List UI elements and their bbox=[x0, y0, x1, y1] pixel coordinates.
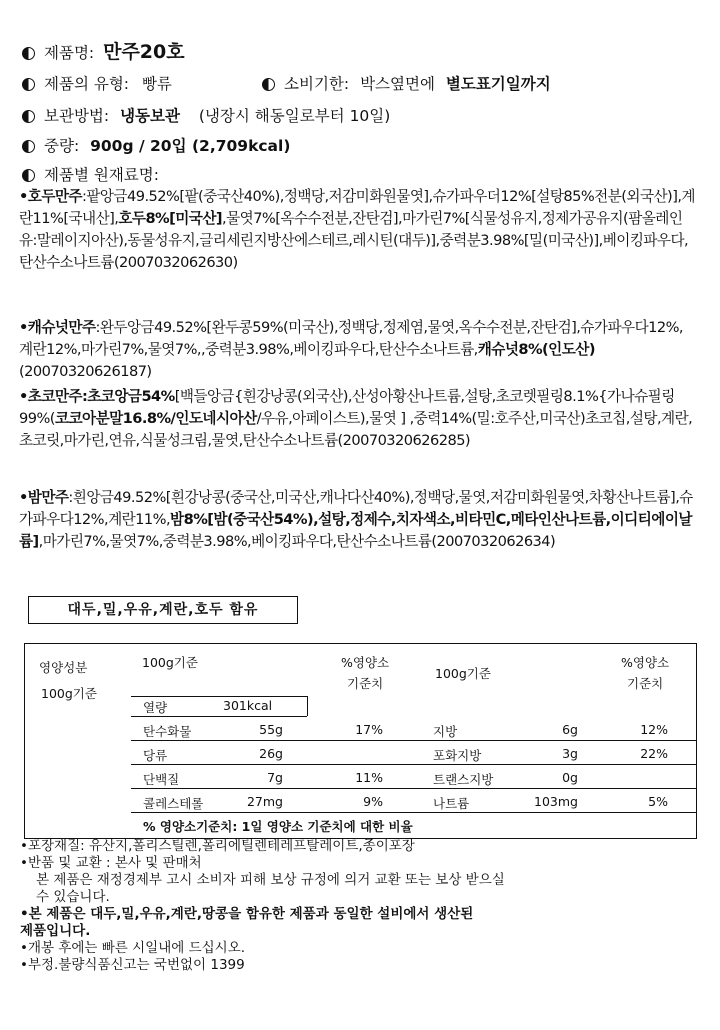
report-text: •부정.불량식품신고는 국번없이 1399 bbox=[20, 957, 245, 973]
ingredients-heading-line bbox=[22, 163, 159, 185]
ingredients-walnut bbox=[19, 186, 695, 274]
half-circle-bullet-icon bbox=[22, 140, 35, 153]
exchange-text-2: 수 있습니다. bbox=[36, 889, 110, 905]
facility-notice-2 bbox=[20, 923, 710, 940]
ingredients-chestnut bbox=[19, 487, 695, 553]
exchange-text-1: 본 제품은 재정경제부 고시 소비자 피해 보상 규정에 의거 교환 또는 보상 받으실 bbox=[36, 872, 505, 888]
storage-note: (냉장시 해동일로부터 10일) bbox=[198, 107, 391, 125]
expiry-text: 박스옆면에 bbox=[360, 75, 435, 93]
nutrient-name: 탄수화물 bbox=[143, 724, 192, 739]
row-line bbox=[131, 696, 307, 697]
nutrient-pct: 12% bbox=[640, 722, 668, 737]
allergen-box: 대두,밀,우유,계란,호두 함유 bbox=[28, 596, 298, 624]
half-circle-bullet-icon bbox=[22, 78, 35, 91]
ingredients-choco bbox=[19, 386, 695, 452]
half-circle-bullet-icon bbox=[22, 110, 35, 123]
pct-header-left-2: 기준치 bbox=[347, 676, 384, 691]
basis-left-header: 100g기준 bbox=[142, 655, 198, 670]
nutrient-pct: 5% bbox=[648, 794, 668, 809]
pct-header-left-1: %영양소 bbox=[341, 655, 390, 670]
nutrient-name: 포화지방 bbox=[433, 748, 482, 763]
facility-notice-1 bbox=[20, 906, 710, 923]
walnut-text: :팥앙금49.52%[팥(중국산40%),정백당,저감미화원물엿],슈가파우더12%[설탕85%전분(외국산)],계란11%[국내산], bbox=[19, 188, 695, 228]
storage-label: 보관방법: bbox=[44, 107, 110, 125]
nutrition-footnote: % 영양소기준치: 1일 영양소 기준치에 대한 비율 bbox=[143, 819, 413, 834]
nutrient-name: 트랜스지방 bbox=[433, 772, 494, 787]
row-line bbox=[131, 788, 696, 789]
nutrient-value: 0g bbox=[562, 770, 578, 785]
nutrient-value: 103mg bbox=[534, 794, 578, 809]
weight-line bbox=[22, 134, 290, 156]
nutrient-name: 단백질 bbox=[143, 772, 180, 787]
col-line bbox=[307, 696, 308, 716]
walnut-title: •호두만주 bbox=[19, 188, 82, 205]
nutrition-title-basis: 100g기준 bbox=[41, 686, 97, 701]
chestnut-text-rest: ,마가린7%,물엿7%,중력분3.98%,베이킹파우다,탄산수소나트륨(2007032062634) bbox=[38, 533, 556, 551]
choco-text: [백들앙금{흰강낭콩(외국산),산성아황산나트륨,설탕,초코렛필링8.1%{가나슈필링99%( bbox=[19, 388, 675, 428]
nutrient-value: 27mg bbox=[246, 794, 283, 809]
nutrition-title: 영양성분 bbox=[39, 660, 88, 675]
nutrient-value: 7g bbox=[267, 770, 283, 785]
nutrient-pct: 17% bbox=[355, 722, 383, 737]
expiry-bold: 별도표기일까지 bbox=[445, 75, 551, 93]
after-open-text: •개봉 후에는 빠른 시일내에 드십시오. bbox=[20, 940, 246, 956]
cashew-text-rest: (20070320626187) bbox=[19, 363, 152, 381]
walnut-highlight: 호두8%[미국산] bbox=[118, 210, 223, 228]
exchange-title: •반품 및 교환 : 본사 및 판매처 bbox=[20, 855, 202, 871]
row-line bbox=[131, 716, 307, 717]
storage-line bbox=[22, 104, 390, 126]
footer-notes bbox=[20, 838, 710, 974]
walnut-text-rest: ,물엿7%[옥수수전분,잔탄검],마가린7%[식물성유지,정제가공유지(팜올레인유:말레이지아산),동물성유지,글리세린지방산에스테르,레시틴(대두)],중력분3.98%[밀(미국산)],베이킹파우다,탄산수소나트륨(2007032062630) bbox=[19, 210, 689, 272]
product-name-value: 만주20호 bbox=[103, 41, 185, 63]
pct-header-right-1: %영양소 bbox=[621, 655, 670, 670]
expiry-line bbox=[262, 72, 551, 94]
choco-title: •초코만주:초코앙금54% bbox=[19, 388, 175, 405]
product-type-line bbox=[22, 72, 172, 94]
half-circle-bullet-icon bbox=[22, 169, 35, 182]
chestnut-title: •밤만주 bbox=[19, 489, 69, 506]
nutrient-value: 301kcal bbox=[223, 698, 273, 713]
product-name-line bbox=[22, 37, 185, 64]
half-circle-bullet-icon bbox=[22, 47, 35, 60]
choco-highlight: 코코아분말16.8%/인도네시아산 bbox=[54, 410, 257, 428]
weight-label: 중량: bbox=[44, 137, 80, 155]
basis-right-header: 100g기준 bbox=[435, 666, 491, 681]
storage-value: 냉동보관 bbox=[120, 107, 180, 125]
choco-text-rest: /우유,아페이스트),물엿 ] ,중력14%(밀:호주산,미국산)초코칩,설탕,계란,초코릿,마가린,연유,식물성크림,물엿,탄산수소나트륨(20070320626285) bbox=[19, 410, 693, 450]
nutrient-name: 콜레스테롤 bbox=[143, 796, 204, 811]
facility-notice-2-text: 제품입니다. bbox=[20, 923, 91, 939]
product-name-label: 제품명: bbox=[44, 44, 95, 62]
product-type-value: 빵류 bbox=[141, 75, 172, 93]
chestnut-text: :흰앙금49.52%[흰강낭콩(중국산,미국산,캐나다산40%),정백당,물엿,저감미화원물엿,차황산나트륨],슈가파우다12%,계란11%, bbox=[19, 489, 693, 529]
packaging-text: •포장재질: 유산지,폴리스틸렌,폴리에틸렌테레프탈레이트,종이포장 bbox=[20, 838, 415, 854]
facility-notice-1-text: •본 제품은 대두,밀,우유,계란,땅콩을 함유한 제품과 동일한 설비에서 생산된 bbox=[20, 906, 474, 922]
nutrient-value: 55g bbox=[259, 722, 283, 737]
nutrient-name: 열량 bbox=[143, 700, 168, 715]
ingredients-cashew bbox=[19, 317, 695, 383]
nutrient-name: 지방 bbox=[433, 724, 458, 739]
nutrient-pct: 9% bbox=[363, 794, 383, 809]
nutrient-name: 당류 bbox=[143, 748, 168, 763]
nutrient-value: 6g bbox=[562, 722, 578, 737]
nutrient-pct: 11% bbox=[355, 770, 383, 785]
nutrient-value: 26g bbox=[259, 746, 283, 761]
ingredients-heading: 제품별 원재료명: bbox=[44, 166, 159, 184]
expiry-label: 소비기한: bbox=[284, 75, 350, 93]
half-circle-bullet-icon bbox=[262, 78, 275, 91]
chestnut-highlight: 밤8%[밤(중국산54%),설탕,정제수,치자색소,비타민C,메타인산나트륨,이디티에이날륨] bbox=[19, 511, 692, 551]
nutrient-value: 3g bbox=[562, 746, 578, 761]
cashew-title: •캐슈넛만주 bbox=[19, 319, 96, 336]
product-type-label: 제품의 유형: bbox=[44, 75, 130, 93]
nutrition-table bbox=[24, 643, 697, 839]
nutrient-pct: 22% bbox=[640, 746, 668, 761]
row-line bbox=[131, 764, 696, 765]
pct-header-right-2: 기준치 bbox=[627, 676, 664, 691]
cashew-text: :완두앙금49.52%[완두콩59%(미국산),정백당,정제염,물엿,옥수수전분,잔탄검],슈가파우다12%,계란12%,마가린7%,물엿7%,,중력분3.98%,베이킹파우다,탄산수소나트륨, bbox=[19, 319, 683, 359]
row-line bbox=[131, 740, 696, 741]
row-line bbox=[131, 812, 696, 813]
weight-value: 900g / 20입 (2,709kcal) bbox=[90, 137, 291, 155]
nutrient-name: 나트륨 bbox=[433, 796, 470, 811]
cashew-highlight: 캐슈넛8%(인도산) bbox=[477, 341, 595, 359]
